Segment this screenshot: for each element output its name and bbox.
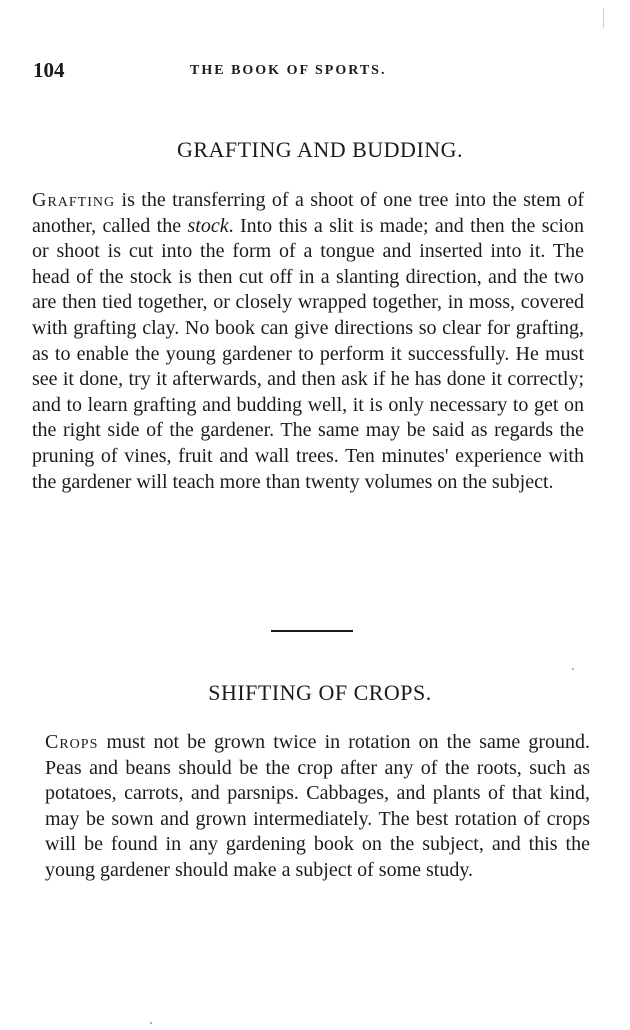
paragraph-text: must not be grown twice in rotation on the same ground. Peas and beans should be the crop after any of the roots, such as potatoes, carrots, and parsnips. Cabbages, and plants of that kind, may be sown and grown intermediately. The best rotation of crops will be found in any gardening book on the subject, and this the young gardener should make a subject of some study. [45, 731, 590, 881]
page-number: 104 [33, 58, 65, 82]
paragraph-shifting-crops [45, 730, 590, 884]
paragraph-grafting [32, 188, 584, 495]
section-divider [271, 630, 353, 632]
section-title-grafting: GRAFTING AND BUDDING. [176, 137, 464, 162]
running-title: THE BOOK OF SPORTS. [190, 63, 387, 78]
italic-term: stock [187, 214, 229, 237]
paragraph-text: is the transferring of a shoot of one tree into the stem of another, called the [32, 189, 584, 237]
lead-word: Grafting [32, 189, 116, 211]
lead-word: Crops [45, 731, 99, 753]
paper-speck [603, 8, 604, 28]
paper-speck [572, 668, 574, 670]
paragraph-text: . Into this a slit is made; and then the scion or shoot is cut into the form of a tongue and inserted into it. The head of the stock is then cut off in a slanting direction, and the two are then tied together, or closely wrapped together, in moss, covered with grafting clay. No book can give directions so clear for grafting, as to enable the young gardener to perform it successfully. He must see it done, try it afterwards, and then ask if he has done it correctly; and to learn grafting and budding well, it is only necessary to get on the right side of the gardener. The same may be said as regards the pruning of vines, fruit and wall trees. Ten minutes' experience with the gardener will teach more than twenty volumes on the subject. [32, 214, 584, 493]
paper-speck [150, 1022, 152, 1024]
section-title-shifting-crops: SHIFTING OF CROPS. [208, 680, 432, 705]
